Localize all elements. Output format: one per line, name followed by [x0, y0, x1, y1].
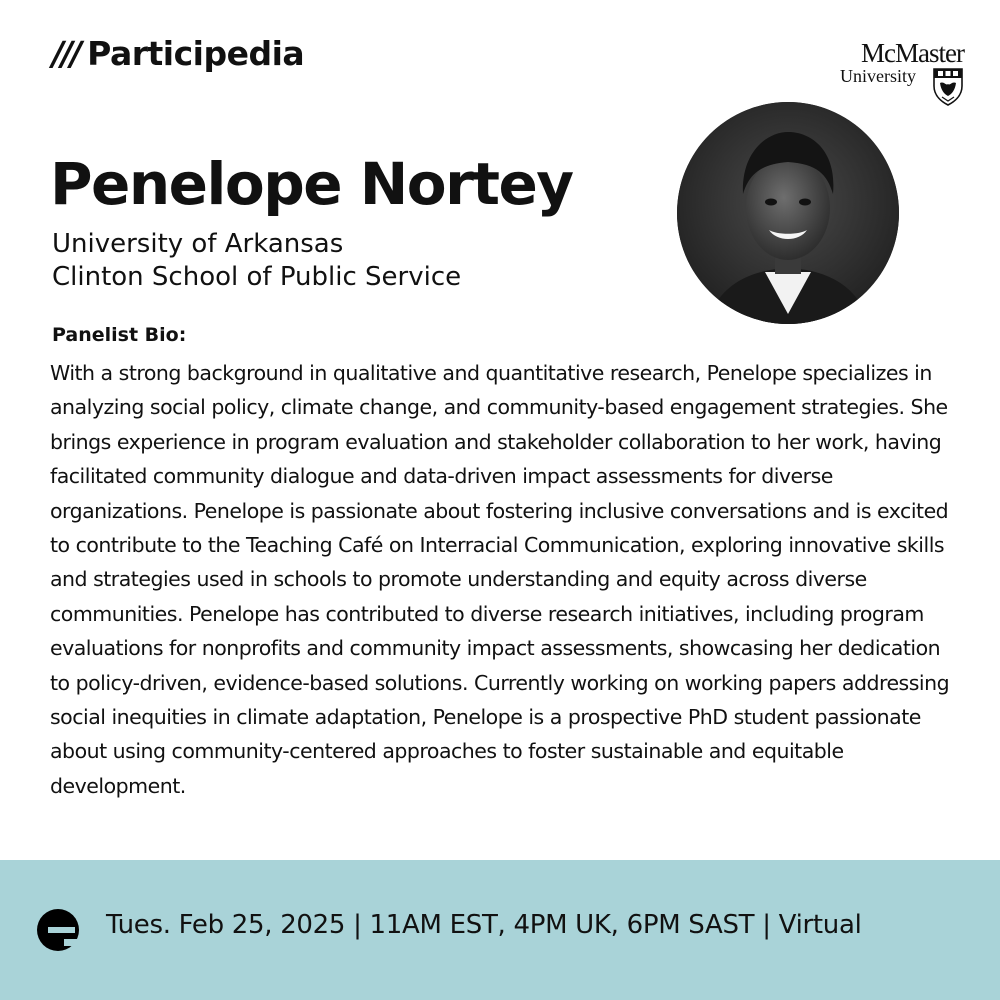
- affiliation-university: University of Arkansas: [52, 229, 344, 259]
- mcmaster-logo: [838, 38, 964, 108]
- mcmaster-logo-line1: McMaster: [861, 38, 964, 68]
- e-logo-icon: [34, 906, 82, 954]
- participedia-logo: [52, 34, 304, 73]
- brand-slashes: ///: [52, 34, 80, 73]
- crest-icon: [932, 66, 964, 106]
- speaker-name: Penelope Nortey: [50, 150, 573, 218]
- speaker-photo: [677, 102, 899, 324]
- bio-text: With a strong background in qualitative and quantitative research, Penelope specializes in analyzing social policy, climate change, and community-based engagement strategies. She brings experience in program evaluation and stakeholder collaboration to her work, having facilitated community dialogue and data-driven impact assessments for diverse organizations. Penelope is passionate about fostering inclusive conversations and is excited to contribute to the Teaching Café on Interracial Communication, exploring innovative skills and strategies used in schools to promote understanding and equity across diverse communities. Penelope has contributed to diverse research initiatives, including program evaluations for nonprofits and community impact assessments, showcasing her dedication to policy-driven, evidence-based solutions. Currently working on working papers addressing social inequities in climate adaptation, Penelope is a prospective PhD student passionate about using community-centered approaches to foster sustainable and equitable development.: [50, 361, 950, 798]
- affiliation-school: Clinton School of Public Service: [52, 262, 462, 292]
- brand-name: Participedia: [87, 34, 305, 73]
- event-details: Tues. Feb 25, 2025 | 11AM EST, 4PM UK, 6PM SAST | Virtual: [106, 910, 862, 940]
- bio-heading: Panelist Bio:: [52, 324, 187, 346]
- speaker-portrait-image: [677, 102, 899, 324]
- speaker-affiliation: [52, 228, 461, 294]
- mcmaster-logo-line2: University: [840, 66, 916, 86]
- event-footer: [0, 860, 1000, 1000]
